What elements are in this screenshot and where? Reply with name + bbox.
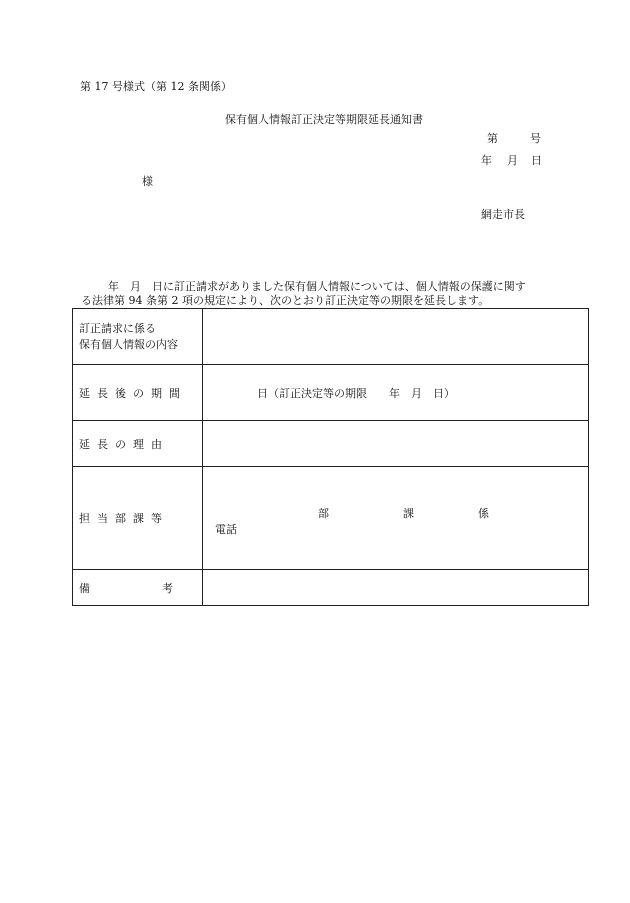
table-row: [73, 365, 589, 421]
extension-period-label: 延長後の期間: [73, 365, 203, 421]
form-number: 第 17 号様式（第 12 条関係）: [80, 80, 232, 93]
date-day: 日: [531, 154, 542, 167]
body-line-1: 年 月 日に訂正請求がありました保有個人情報については、個人情報の保護に関す: [108, 280, 526, 293]
date-month: 月: [507, 154, 518, 167]
extension-period-value: 日（訂正決定等の期限 年 月 日）: [203, 365, 589, 421]
document-title: 保有個人情報訂正決定等期限延長通知書: [225, 113, 423, 126]
date-year: 年: [481, 154, 492, 167]
remarks-value: [203, 570, 589, 606]
dept-bu: 部: [318, 507, 329, 520]
addressee-suffix: 様: [142, 175, 153, 188]
body-paragraph: [81, 280, 556, 308]
table-row: [73, 467, 589, 570]
department-line: [318, 505, 489, 521]
remarks-label-a: 備: [79, 581, 90, 595]
remarks-label-b: 考: [162, 581, 173, 595]
telephone-label: 電話: [215, 523, 237, 536]
table-row: [73, 309, 589, 365]
department-label: 担当部課等: [73, 467, 203, 570]
content-label-line-2: 保有個人情報の内容: [79, 337, 178, 351]
extension-reason-label: 延長の理由: [73, 421, 203, 467]
table-row: [73, 421, 589, 467]
content-label-cell: [73, 309, 203, 365]
doc-number-suffix: 号: [530, 132, 541, 145]
department-value-cell: [203, 467, 589, 570]
content-value-cell: [203, 309, 589, 365]
doc-number-prefix: 第: [487, 132, 498, 145]
notice-table: [72, 308, 589, 606]
dept-kakari: 係: [478, 507, 489, 520]
dept-ka: 課: [403, 507, 414, 520]
remarks-label: [73, 570, 203, 606]
content-label-line-1: 訂正請求に係る: [79, 321, 156, 335]
body-line-2: る法律第 94 条第 2 項の規定により、次のとおり訂正決定等の期限を延長します。: [81, 294, 490, 307]
table-row: [73, 570, 589, 606]
extension-reason-value: [203, 421, 589, 467]
sender-name: 網走市長: [481, 208, 525, 221]
